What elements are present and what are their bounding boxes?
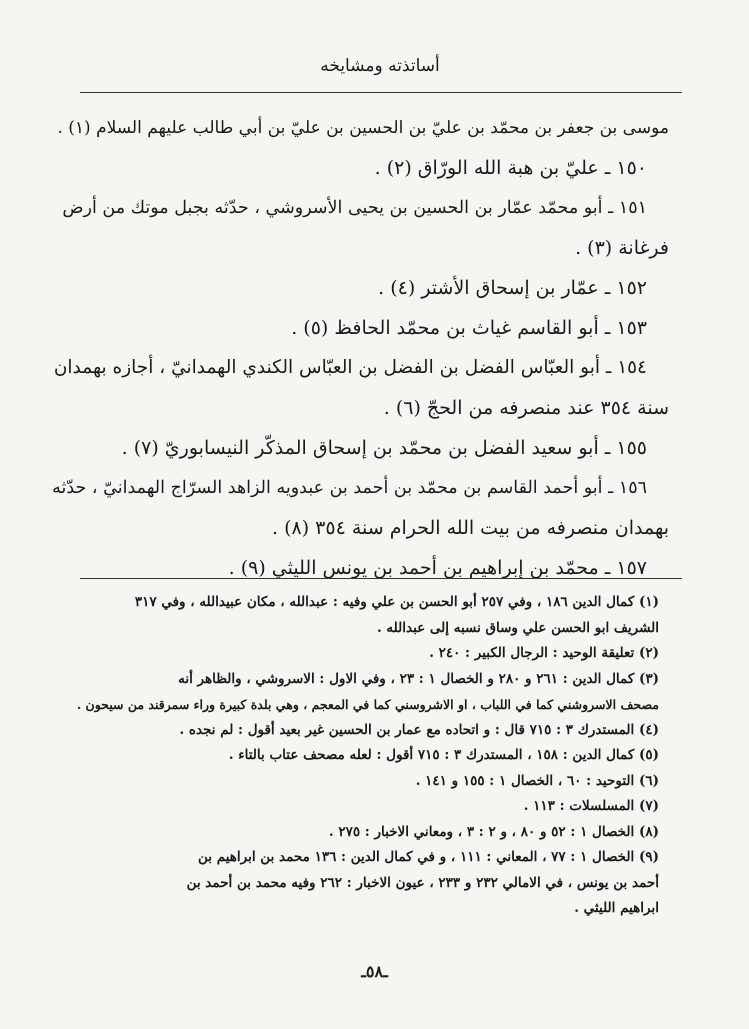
footnote-line: (٢) تعليقة الوحيد : الرجال الكبير : ٢٤٠ . [429,645,659,661]
main-line: ١٥٧ ـ محمّد بن إبراهيم بن أحمد بن يونس الليثي (٩) . [228,557,647,579]
main-line: ١٥٣ ـ أبو القاسم غياث بن محمّد الحافظ (٥) . [291,317,647,339]
footnote-rule [80,578,682,579]
main-line: ١٥٠ ـ عليّ بن هبة الله الورّاق (٢) . [374,157,647,179]
main-line: ١٥٦ ـ أبو أحمد القاسم بن محمّد بن أحمد بن عبدويه الزاهد السرّاج الهمدانيّ ، حدّثه [52,478,647,498]
main-line: ١٥٢ ـ عمّار بن إسحاق الأشتر (٤) . [378,277,647,299]
footnote-line: (٨) الخصال ١ : ٥٢ و ٨٠ ، و ٢ : ٣ ، ومعاني الاخبار : ٢٧٥ . [328,823,659,840]
main-line: ١٥١ ـ أبو محمّد عمّار بن الحسين بن يحيى الأسروشي ، حدّثه بجبل موتك من أرض [62,198,647,218]
footnote-line: أحمد بن يونس ، في الامالي ٢٣٢ و ٢٣٣ ، عيون الاخبار : ٢٦٢ وفيه محمد بن أحمد بن [186,874,659,891]
main-line: فرغانة (٣) . [575,237,669,259]
footnote-line: ابراهيم الليثي . [574,900,659,916]
main-line: ١٥٤ ـ أبو العبّاس الفضل بن الفضل بن العبّاس الكندي الهمدانيّ ، أجازه بهمدان [53,357,647,378]
footnote-line: الشريف ابو الحسن علي وساق نسبه إلى عبدالله . [377,619,659,636]
main-line: موسى بن جعفر بن محمّد بن عليّ بن الحسين بن عليّ بن أبي طالب عليهم السلام (١) . [57,118,669,138]
running-head: أساتذته ومشايخه [320,56,440,76]
main-text [49,108,669,588]
footnote-line: مصحف الاسروشني كما في اللباب ، او الاشروسني كما في المعجم ، وهي بلدة كبيرة وراء سمرقند من سيحون . [76,697,659,712]
header-rule [80,92,682,93]
main-line: ١٥٥ ـ أبو سعيد الفضل بن محمّد بن إسحاق المذكّر النيسابوريّ (٧) . [121,437,647,459]
footnote-line: (٥) كمال الدين : ١٥٨ ، المستدرك ٣ : ٧١٥ أقول : لعله مصحف عتاب بالتاء . [228,747,659,763]
footnote-line: (٦) التوحيد : ٦٠ ، الخصال ١ : ١٥٥ و ١٤١ . [415,772,659,789]
main-line: بهمدان منصرفه من بيت الله الحرام سنة ٣٥٤ (٨) . [271,517,669,539]
footnote-line: (٣) كمال الدين : ٢٦١ و ٢٨٠ و الخصال ١ : ٢٣ ، وفي الاول : الاسروشي ، والظاهر أنه [178,670,659,687]
footnote-line: (٤) المستدرك ٣ : ٧١٥ قال : و اتحاده مع عمار بن الحسين غير بعيد أقول : لم نجده . [179,721,659,738]
main-line: سنة ٣٥٤ عند منصرفه من الحجّ (٦) . [383,397,669,419]
footnote-line: (٧) المسلسلات : ١١٣ . [523,798,659,814]
footnote-line: (٩) الخصال ١ : ٧٧ ، المعاني : ١١١ ، و في كمال الدين : ١٣٦ محمد بن ابراهيم بن [197,849,659,865]
footnote-line: (١) كمال الدين ١٨٦ ، وفي ٢٥٧ أبو الحسن بن علي وفيه : عبدالله ، مكان عبيدالله ، وفي ٣١٧ [134,594,659,610]
footnotes [49,590,659,922]
page-number: ـ٥٨ـ [361,962,388,981]
